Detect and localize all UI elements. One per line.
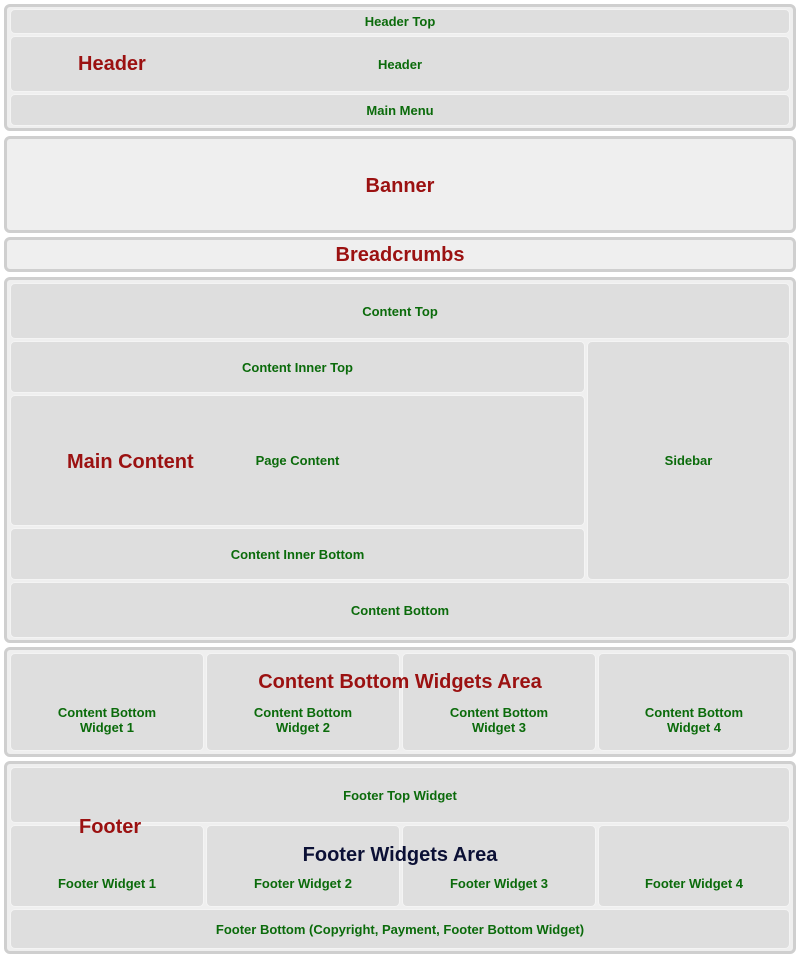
footer-bottom-box — [10, 909, 790, 949]
breadcrumbs-title: Breadcrumbs — [335, 244, 465, 266]
content-inner-top-label: Content Inner Top — [242, 359, 353, 375]
widget-label-line1: Content Bottom — [644, 705, 744, 720]
widget-label-line2: Widget 4 — [666, 720, 722, 735]
breadcrumbs-section — [4, 237, 796, 272]
header-region-title: Header — [78, 53, 146, 75]
footer-top-widget-box — [10, 767, 790, 823]
content-inner-top-box — [10, 341, 585, 393]
banner-title: Banner — [365, 175, 435, 197]
footer-widget-3 — [402, 825, 596, 907]
content-bottom-widget-1 — [10, 653, 204, 751]
content-top-label: Content Top — [362, 303, 438, 319]
footer-widget-2 — [206, 825, 400, 907]
content-bottom-box — [10, 582, 790, 638]
main-content-region-title: Main Content — [67, 451, 194, 473]
main-menu-label: Main Menu — [366, 102, 434, 118]
footer-widget-label: Footer Widget 1 — [57, 876, 157, 891]
content-bottom-widgets-title: Content Bottom Widgets Area — [258, 671, 542, 693]
header-section — [4, 4, 796, 131]
content-bottom-widgets-section — [4, 647, 796, 757]
footer-widget-4 — [598, 825, 790, 907]
footer-section — [4, 761, 796, 954]
widget-label-line2: Widget 1 — [79, 720, 135, 735]
header-label: Header — [377, 56, 423, 72]
widget-label-line2: Widget 3 — [471, 720, 527, 735]
main-menu-box — [10, 94, 790, 126]
footer-widget-label: Footer Widget 3 — [449, 876, 549, 891]
sidebar-box — [587, 341, 790, 580]
widget-label-line1: Content Bottom — [57, 705, 157, 720]
footer-top-widget-label: Footer Top Widget — [343, 787, 457, 803]
header-top-label: Header Top — [364, 14, 436, 29]
content-bottom-label: Content Bottom — [350, 602, 450, 618]
widget-label-line1: Content Bottom — [449, 705, 549, 720]
content-bottom-widget-4 — [598, 653, 790, 751]
content-top-box — [10, 283, 790, 339]
page-content-label: Page Content — [255, 453, 340, 468]
content-inner-bottom-box — [10, 528, 585, 580]
footer-widgets-area-title: Footer Widgets Area — [302, 844, 498, 866]
main-content-section — [4, 277, 796, 643]
sidebar-label: Sidebar — [664, 453, 713, 468]
footer-widget-label: Footer Widget 2 — [253, 876, 353, 891]
content-bottom-widget-3 — [402, 653, 596, 751]
widget-label-line1: Content Bottom — [253, 705, 353, 720]
widget-label-line2: Widget 2 — [275, 720, 331, 735]
footer-region-title: Footer — [79, 816, 142, 838]
content-bottom-widget-2 — [206, 653, 400, 751]
content-inner-bottom-label: Content Inner Bottom — [230, 546, 365, 562]
banner-section — [4, 136, 796, 233]
header-top-box — [10, 9, 790, 34]
footer-bottom-label: Footer Bottom (Copyright, Payment, Footer Bottom Widget) — [215, 921, 585, 937]
footer-widget-label: Footer Widget 4 — [644, 876, 744, 891]
